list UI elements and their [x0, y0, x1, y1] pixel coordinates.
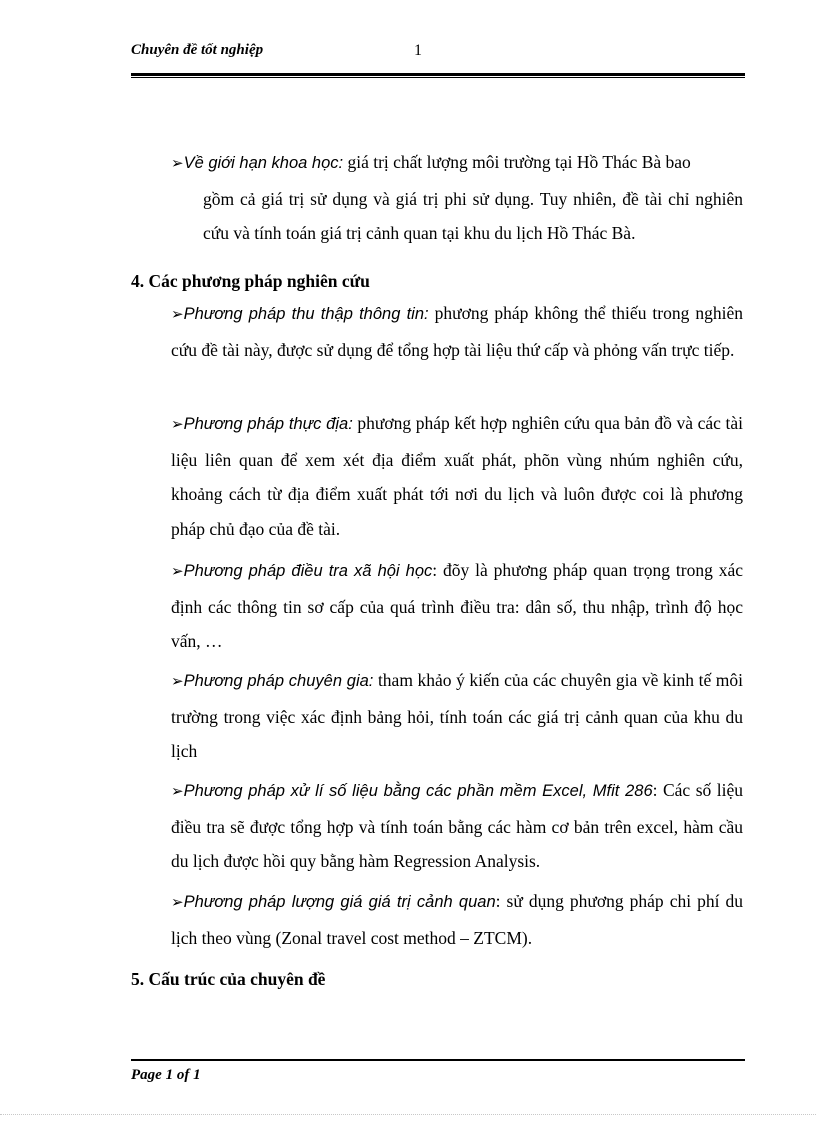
header-rule-thin [131, 77, 745, 78]
section-heading-5: 5. Cấu trúc của chuyên đề [131, 969, 326, 989]
arrow-bullet-icon: ➢ [171, 784, 184, 800]
method-lead: Phương pháp chuyên gia: [183, 672, 374, 690]
arrow-bullet-icon: ➢ [171, 674, 184, 690]
footer-rule [131, 1059, 745, 1061]
method-lead: Phương pháp thu thập thông tin: [183, 305, 429, 323]
method-item [171, 296, 743, 367]
page-edge-divider [0, 1114, 816, 1115]
header-rule-thick [131, 73, 745, 76]
method-item [171, 663, 743, 769]
method-text: phương pháp kết hợp nghiên cứu qua bản đồ và các tài liệu liên quan để xem xét địa điểm xuất phát, phõn vùng nhúm nghiên cứu, khoảng cách từ địa điểm xuất phát tới nơi du lịch và luôn được coi là phương pháp chủ đạo của đề tài. [171, 413, 744, 539]
item-text: giá trị chất lượng môi trường tại Hồ Thác Bà bao [343, 152, 691, 172]
item-text-continued: gồm cả giá trị sử dụng và giá trị phi sử dụng. Tuy nhiên, đề tài chỉ nghiên cứu và tính toán giá trị cảnh quan tại khu du lịch Hồ Thác Bà. [203, 188, 743, 243]
method-text: : đõy là phương pháp quan trọng trong xác định các thông tin sơ cấp của quá trình điều tra: dân số, thu nhập, trình độ học vấn, … [171, 560, 743, 651]
item-lead: Về giới hạn khoa học: [183, 154, 344, 172]
arrow-bullet-icon: ➢ [171, 417, 184, 433]
arrow-bullet-icon: ➢ [171, 156, 184, 172]
arrow-bullet-icon: ➢ [171, 895, 184, 911]
footer-page-label: Page 1 of 1 [131, 1067, 201, 1083]
method-text: : sử dụng phương pháp chi phí du lịch theo vùng (Zonal travel cost method – ZTCM). [171, 891, 743, 948]
method-text: : Các số liệu điều tra sẽ được tổng hợp và tính toán bằng các hàm cơ bản trên excel, hàm cầu du lịch được hồi quy bằng hàm Regression Analysis. [171, 780, 743, 871]
section-heading-4: 4. Các phương pháp nghiên cứu [131, 271, 370, 291]
arrow-bullet-icon: ➢ [171, 564, 184, 580]
method-lead: Phương pháp điều tra xã hội học [183, 562, 433, 580]
header-title: Chuyên đề tốt nghiệp [131, 42, 264, 58]
method-lead: Phương pháp thực địa: [183, 415, 353, 433]
method-text: tham khảo ý kiến của các chuyên gia về kinh tế môi trường trong việc xác định bảng hỏi, tính toán các giá trị cảnh quan của khu du lịch [171, 670, 743, 761]
arrow-bullet-icon: ➢ [171, 307, 184, 323]
method-item [171, 406, 743, 546]
method-item [171, 884, 743, 955]
scope-item [171, 145, 743, 251]
method-item [171, 773, 743, 879]
method-lead: Phương pháp lượng giá giá trị cảnh quan [183, 893, 496, 911]
method-lead: Phương pháp xử lí số liệu bằng các phần mềm Excel, Mfit 286 [183, 782, 653, 800]
header-page-number: 1 [414, 42, 422, 59]
method-item [171, 553, 743, 659]
method-text: phương pháp không thể thiếu trong nghiên cứu đề tài này, được sử dụng để tổng hợp tài liệu thứ cấp và phỏng vấn trực tiếp. [171, 303, 743, 360]
